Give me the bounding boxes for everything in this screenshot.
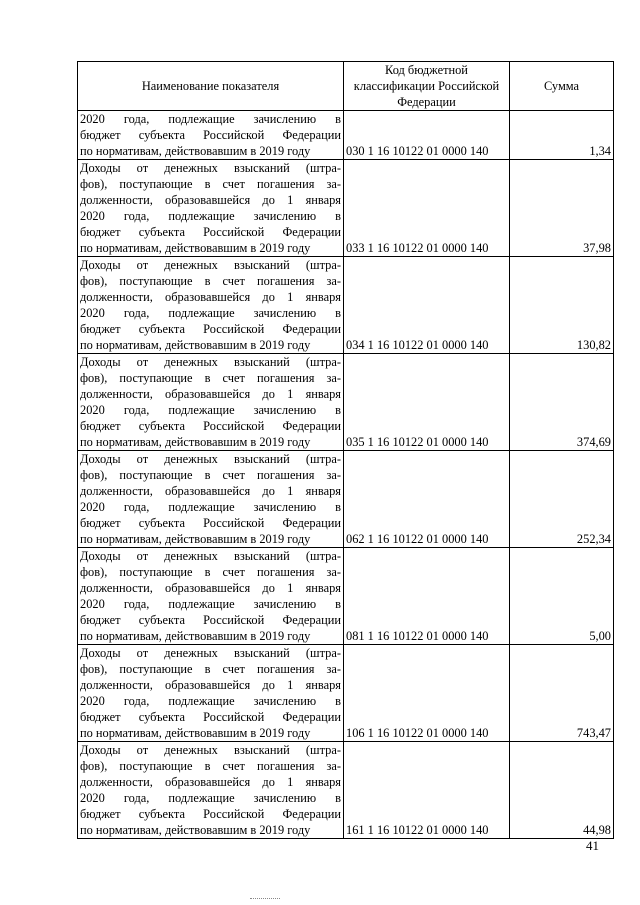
header-indicator-name: Наименование показателя [78, 62, 344, 111]
indicator-name-cell [78, 645, 344, 742]
indicator-name-line: бюджет субъекта Российской Федерации [80, 516, 341, 530]
budget-code-cell: 030 1 16 10122 01 0000 140 [344, 111, 510, 160]
table-row [78, 257, 614, 354]
indicator-name-line: долженности, образовавшейся до 1 января [80, 193, 341, 207]
indicator-name-line: по нормативам, действовавшим в 2019 году [80, 726, 311, 740]
table-row [78, 742, 614, 839]
table-row [78, 354, 614, 451]
indicator-name-line: бюджет субъекта Российской Федерации [80, 419, 341, 433]
indicator-name-line: бюджет субъекта Российской Федерации [80, 807, 341, 821]
indicator-name-line: по нормативам, действовавшим в 2019 году [80, 823, 311, 837]
budget-code-cell: 033 1 16 10122 01 0000 140 [344, 160, 510, 257]
budget-revenue-table [77, 61, 614, 839]
indicator-name-line: 2020 года, подлежащие зачислению в [80, 597, 341, 611]
header-budget-code: Код бюджетной классификации Российской Федерации [344, 62, 510, 111]
table-row [78, 548, 614, 645]
table-row [78, 451, 614, 548]
indicator-name-line: Доходы от денежных взысканий (штра- [80, 743, 341, 757]
footer-mark [250, 898, 280, 899]
sum-cell: 5,00 [510, 548, 614, 645]
indicator-name-cell [78, 451, 344, 548]
indicator-name-line: бюджет субъекта Российской Федерации [80, 225, 341, 239]
indicator-name-line: Доходы от денежных взысканий (штра- [80, 161, 341, 175]
budget-code-cell: 161 1 16 10122 01 0000 140 [344, 742, 510, 839]
sum-cell: 44,98 [510, 742, 614, 839]
indicator-name-line: фов), поступающие в счет погашения за- [80, 177, 341, 191]
indicator-name-line: долженности, образовавшейся до 1 января [80, 387, 341, 401]
indicator-name-line: долженности, образовавшейся до 1 января [80, 678, 341, 692]
indicator-name-line: по нормативам, действовавшим в 2019 году [80, 532, 311, 546]
indicator-name-line: 2020 года, подлежащие зачислению в [80, 209, 341, 223]
indicator-name-cell [78, 111, 344, 160]
indicator-name-line: долженности, образовавшейся до 1 января [80, 581, 341, 595]
budget-code-cell: 106 1 16 10122 01 0000 140 [344, 645, 510, 742]
indicator-name-line: по нормативам, действовавшим в 2019 году [80, 241, 311, 255]
indicator-name-line: бюджет субъекта Российской Федерации [80, 710, 341, 724]
indicator-name-line: фов), поступающие в счет погашения за- [80, 468, 341, 482]
indicator-name-line: 2020 года, подлежащие зачислению в [80, 112, 341, 126]
indicator-name-line: фов), поступающие в счет погашения за- [80, 662, 341, 676]
indicator-name-line: фов), поступающие в счет погашения за- [80, 371, 341, 385]
indicator-name-cell [78, 257, 344, 354]
indicator-name-line: по нормативам, действовавшим в 2019 году [80, 629, 311, 643]
table-row [78, 111, 614, 160]
indicator-name-cell [78, 160, 344, 257]
indicator-name-line: по нормативам, действовавшим в 2019 году [80, 144, 311, 158]
indicator-name-line: Доходы от денежных взысканий (штра- [80, 549, 341, 563]
indicator-name-cell [78, 742, 344, 839]
indicator-name-cell [78, 354, 344, 451]
budget-code-cell: 034 1 16 10122 01 0000 140 [344, 257, 510, 354]
page-number: 41 [586, 838, 599, 853]
indicator-name-line: 2020 года, подлежащие зачислению в [80, 791, 341, 805]
indicator-name-line: долженности, образовавшейся до 1 января [80, 290, 341, 304]
sum-cell: 252,34 [510, 451, 614, 548]
table-body [78, 111, 614, 839]
indicator-name-line: бюджет субъекта Российской Федерации [80, 128, 341, 142]
indicator-name-line: Доходы от денежных взысканий (штра- [80, 646, 341, 660]
indicator-name-line: Доходы от денежных взысканий (штра- [80, 355, 341, 369]
budget-code-cell: 035 1 16 10122 01 0000 140 [344, 354, 510, 451]
indicator-name-line: фов), поступающие в счет погашения за- [80, 565, 341, 579]
indicator-name-line: фов), поступающие в счет погашения за- [80, 759, 341, 773]
table-row [78, 160, 614, 257]
table-header-row [78, 62, 614, 111]
indicator-name-line: по нормативам, действовавшим в 2019 году [80, 338, 311, 352]
sum-cell: 374,69 [510, 354, 614, 451]
indicator-name-line: бюджет субъекта Российской Федерации [80, 322, 341, 336]
indicator-name-line: Доходы от денежных взысканий (штра- [80, 258, 341, 272]
header-sum: Сумма [510, 62, 614, 111]
budget-code-cell: 081 1 16 10122 01 0000 140 [344, 548, 510, 645]
budget-code-cell: 062 1 16 10122 01 0000 140 [344, 451, 510, 548]
table-row [78, 645, 614, 742]
sum-cell: 130,82 [510, 257, 614, 354]
sum-cell: 1,34 [510, 111, 614, 160]
indicator-name-line: 2020 года, подлежащие зачислению в [80, 306, 341, 320]
sum-cell: 743,47 [510, 645, 614, 742]
indicator-name-line: бюджет субъекта Российской Федерации [80, 613, 341, 627]
indicator-name-cell [78, 548, 344, 645]
indicator-name-line: 2020 года, подлежащие зачислению в [80, 694, 341, 708]
indicator-name-line: фов), поступающие в счет погашения за- [80, 274, 341, 288]
indicator-name-line: долженности, образовавшейся до 1 января [80, 775, 341, 789]
sum-cell: 37,98 [510, 160, 614, 257]
indicator-name-line: 2020 года, подлежащие зачислению в [80, 403, 341, 417]
indicator-name-line: по нормативам, действовавшим в 2019 году [80, 435, 311, 449]
indicator-name-line: 2020 года, подлежащие зачислению в [80, 500, 341, 514]
indicator-name-line: Доходы от денежных взысканий (штра- [80, 452, 341, 466]
indicator-name-line: долженности, образовавшейся до 1 января [80, 484, 341, 498]
